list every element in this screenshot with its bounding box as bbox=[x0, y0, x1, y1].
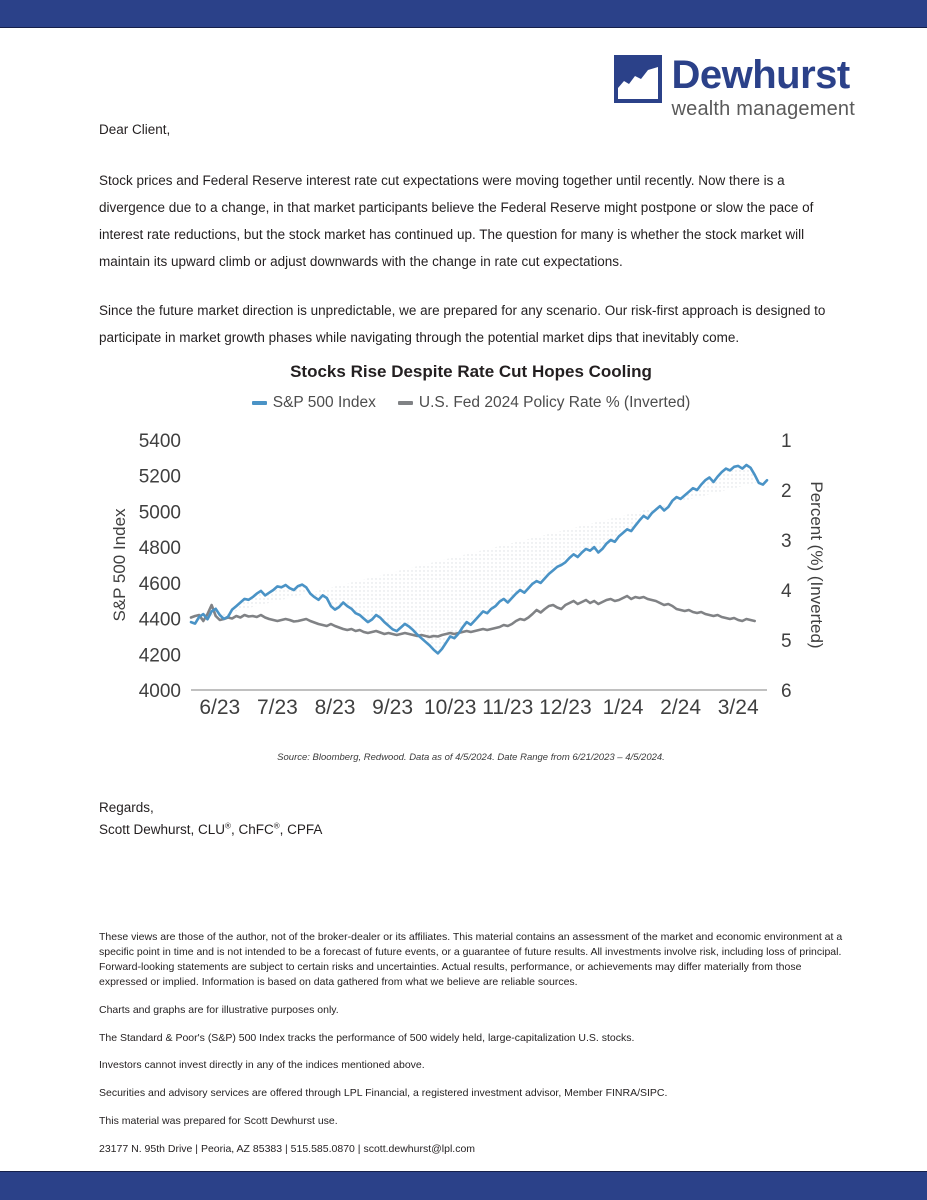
svg-text:5200: 5200 bbox=[138, 466, 181, 488]
chart-svg bbox=[99, 418, 843, 748]
reg-mark-2: ® bbox=[273, 821, 280, 831]
svg-text:6/23: 6/23 bbox=[199, 696, 241, 719]
legend-item-policy-rate bbox=[398, 394, 690, 412]
disclosures-section bbox=[99, 930, 851, 1157]
closing-line: Regards, bbox=[99, 800, 154, 815]
letter-body bbox=[99, 120, 843, 373]
disclosure-paragraph: These views are those of the author, not of the broker-dealer or its affiliates. This material contains an assessment of the market and economic environment at a specific point in time and is not intended to be a forecast of future events, or a guarantee of future results. All investments involve risk, including loss of principal. Forward-looking statements are subject to certain risks and uncertainties. Actual results, performance, or achievements may differ materially from those expressed or implied. Information is based on data gathered from what we believe are reliable sources. bbox=[99, 931, 843, 988]
paragraph-1: Stock prices and Federal Reserve interest rate cut expectations were moving together until recently. Now there is a divergence due to a change, in that market participants believe the Federal Reserve might postpone or slow the pace of interest rate reductions, but the stock market has continued up. The question for many is whether the stock market will maintain its upward climb or adjust downwards with the change in rate cut expectations. bbox=[99, 172, 814, 269]
reg-mark-1: ® bbox=[225, 821, 231, 831]
signer-line bbox=[99, 819, 322, 841]
svg-text:3/24: 3/24 bbox=[717, 696, 759, 719]
svg-text:5400: 5400 bbox=[138, 431, 181, 452]
logo-chart-mark-icon bbox=[614, 55, 662, 103]
page-top-accent-bar bbox=[0, 0, 927, 28]
svg-text:2: 2 bbox=[781, 481, 792, 502]
disclosure-paragraph: Charts and graphs are for illustrative purposes only. bbox=[99, 1003, 339, 1016]
svg-text:12/23: 12/23 bbox=[539, 696, 592, 719]
svg-text:S&P 500 Index: S&P 500 Index bbox=[110, 508, 129, 622]
svg-text:1: 1 bbox=[781, 431, 792, 452]
svg-text:9/23: 9/23 bbox=[372, 696, 414, 719]
svg-text:4400: 4400 bbox=[138, 609, 181, 631]
svg-text:5: 5 bbox=[781, 631, 792, 652]
svg-text:1/24: 1/24 bbox=[602, 696, 644, 719]
salutation: Dear Client, bbox=[99, 122, 171, 137]
legend-swatch-icon-sp500 bbox=[252, 401, 267, 405]
svg-text:4: 4 bbox=[781, 581, 792, 602]
disclosure-paragraph: Investors cannot invest directly in any of the indices mentioned above. bbox=[99, 1059, 425, 1072]
contact-line: 23177 N. 95th Drive | Peoria, AZ 85383 | 515.585.0870 | scott.dewhurst@lpl.com bbox=[99, 1143, 476, 1156]
svg-text:6: 6 bbox=[781, 681, 792, 702]
svg-text:4600: 4600 bbox=[138, 573, 181, 595]
svg-text:7/23: 7/23 bbox=[256, 696, 298, 719]
legend-label-policy-rate: U.S. Fed 2024 Policy Rate % (Inverted) bbox=[418, 394, 691, 411]
page-bottom-accent-bar bbox=[0, 1171, 927, 1200]
signer-end: , CPFA bbox=[279, 821, 323, 837]
chart-figure bbox=[99, 362, 843, 763]
paragraph-2: Since the future market direction is unpredictable, we are prepared for any scenario. Our risk-first approach is designed to participate in market growth phases while navigating through the potential market dips that inevitably come. bbox=[99, 302, 826, 345]
signature-block bbox=[99, 797, 322, 840]
chart-source-note: Source: Bloomberg, Redwood. Data as of 4/5/2024. Date Range from 6/21/2023 – 4/5/2024. bbox=[277, 752, 665, 763]
signer-name: Scott Dewhurst, CLU bbox=[99, 821, 226, 837]
svg-text:11/23: 11/23 bbox=[482, 696, 534, 719]
svg-text:4800: 4800 bbox=[138, 538, 181, 560]
svg-text:8/23: 8/23 bbox=[314, 696, 356, 719]
disclosure-paragraph: This material was prepared for Scott Dewhurst use. bbox=[99, 1115, 338, 1128]
chart-title: Stocks Rise Despite Rate Cut Hopes Cooling bbox=[290, 362, 652, 381]
chart-plot-area bbox=[99, 418, 843, 748]
svg-text:Percent (%) (Inverted): Percent (%) (Inverted) bbox=[807, 481, 826, 649]
svg-text:4000: 4000 bbox=[138, 681, 181, 702]
legend-label-sp500: S&P 500 Index bbox=[272, 394, 376, 411]
logo-tagline: wealth management bbox=[671, 98, 855, 120]
logo-company-name: Dewhurst bbox=[671, 53, 850, 97]
legend-item-sp500 bbox=[252, 394, 376, 412]
svg-text:5000: 5000 bbox=[138, 502, 181, 524]
signer-mid: , ChFC bbox=[230, 821, 274, 837]
legend-swatch-icon-policy-rate bbox=[398, 401, 413, 405]
disclosure-paragraph: The Standard & Poor's (S&P) 500 Index tracks the performance of 500 widely held, large-capitalization U.S. stocks. bbox=[99, 1031, 635, 1044]
chart-legend bbox=[99, 394, 843, 412]
svg-text:3: 3 bbox=[781, 531, 792, 552]
company-logo bbox=[614, 55, 855, 119]
disclosure-paragraph: Securities and advisory services are offered through LPL Financial, a registered investment advisor, Member FINRA/SIPC. bbox=[99, 1087, 668, 1100]
svg-text:10/23: 10/23 bbox=[423, 696, 477, 719]
svg-text:2/24: 2/24 bbox=[660, 696, 702, 719]
svg-text:4200: 4200 bbox=[138, 645, 181, 667]
